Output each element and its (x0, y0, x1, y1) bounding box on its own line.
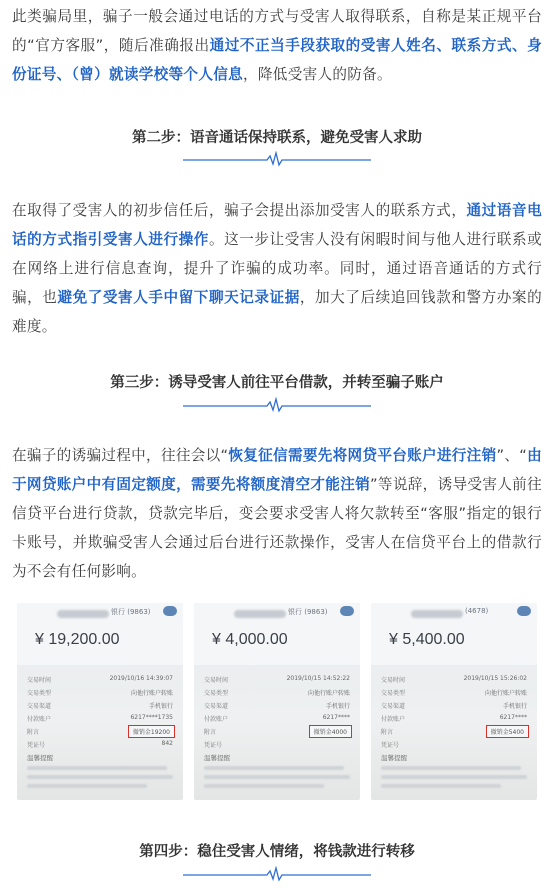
transfer-receipt (371, 603, 537, 800)
highlighted-note: 撤销金19200 (128, 725, 175, 738)
receipt-row: 交易时间 2019/10/15 14:52:22 (204, 675, 350, 684)
highlighted-note: 撤销金4000 (309, 725, 352, 738)
chat-bubble-icon (340, 606, 354, 616)
highlight-text: 通过语音电话的方式指引受害人进行操作 (12, 202, 542, 248)
receipt-row: 附言 (381, 729, 394, 736)
text: 。这一步让受害人没有闲暇时间与他人进行联系或在网络上进行信息查询，提升了诈骗的成功率。同时，通过语音通话的方式行骗，也 (12, 231, 542, 306)
tips-title: 温馨提醒 (204, 754, 230, 762)
receipt-row: 交易时间 2019/10/15 15:26:02 (381, 675, 527, 684)
heartbeat-divider-icon (183, 397, 371, 413)
receipt-row: 凭证号 (381, 742, 400, 749)
transfer-receipts-photo (17, 603, 537, 800)
chat-bubble-icon (163, 606, 177, 616)
receipt-row: 交易类型 向他行账户转账 (381, 690, 527, 697)
highlight-text: 避免了受害人手中留下聊天记录证据 (57, 289, 300, 306)
text: ”、“ (496, 447, 528, 464)
bank-account: 银行 (9863) (111, 608, 151, 616)
paragraph-intro (12, 2, 542, 89)
highlighted-note: 撤销金5400 (486, 725, 529, 738)
text: ，降低受害人的防备。 (243, 66, 392, 83)
text: 在骗子的诱骗过程中，往往会以“ (12, 447, 229, 464)
text: 在取得了受害人的初步信任后，骗子会提出添加受害人的联系方式， (12, 202, 467, 219)
transfer-receipt (194, 603, 360, 800)
receipt-row: 付款账户 6217**** (204, 714, 350, 723)
receipt-row: 交易渠道 手机银行 (381, 703, 527, 710)
receipt-row: 交易类型 向他行账户转账 (204, 690, 350, 697)
receipt-row: 附言 (204, 729, 217, 736)
receipt-row: 付款账户 6217****1735 (27, 714, 173, 723)
highlight-text: 恢复征信需要先将网贷平台账户进行注销 (228, 447, 497, 464)
paragraph-step3 (12, 441, 542, 586)
step4-heading: 第四步：稳住受害人情绪，将钱款进行转移 (139, 844, 415, 860)
transfer-receipt (17, 603, 183, 800)
receipt-row: 交易时间 2019/10/16 14:39:07 (27, 675, 173, 684)
receipt-row: 交易类型 向他行账户转账 (27, 690, 173, 697)
step3-heading: 第三步：诱导受害人前往平台借款，并转至骗子账户 (110, 375, 444, 391)
text: ”等说辞，诱导受害人前往信贷平台进行贷款，贷款完毕后，变会要求受害人将欠款转至“客服”指定的银行卡账号，并欺骗受害人会通过后台进行还款操作，受害人在信贷平台上的借款行为不会有任何影响。 (12, 476, 542, 580)
receipt-row: 交易渠道 手机银行 (27, 703, 173, 710)
receipt-row: 凭证号 842 (27, 740, 173, 749)
bank-account: 银行 (9863) (288, 608, 328, 616)
highlight-text: 通过不正当手段获取的受害人姓名、联系方式、身份证号、（曾）就读学校等个人信息 (12, 37, 542, 83)
receipt-row: 付款账户 6217**** (381, 714, 527, 723)
transfer-amount: ¥ 4,000.00 (212, 631, 288, 648)
highlight-text: 由于网贷账户中有固定额度，需要先将额度清空才能注销 (12, 447, 542, 493)
heartbeat-divider-icon (183, 866, 371, 882)
transfer-amount: ¥ 19,200.00 (35, 631, 120, 648)
receipt-row: 凭证号 (204, 742, 223, 749)
bank-account: (4678) (465, 607, 489, 615)
heartbeat-divider-icon (183, 151, 371, 167)
step2-heading: 第二步：语音通话保持联系，避免受害人求助 (132, 130, 422, 146)
chat-bubble-icon (517, 606, 531, 616)
tips-title: 温馨提醒 (381, 754, 407, 762)
receipt-row: 交易渠道 手机银行 (204, 703, 350, 710)
transfer-amount: ¥ 5,400.00 (389, 631, 465, 648)
receipt-row: 附言 (27, 729, 40, 736)
text: 此类骗局里，骗子一般会通过电话的方式与受害人取得联系，自称是某正规平台的“官方客服”，随后准确报出 (12, 8, 542, 54)
text: ，加大了后续追回钱款和警方办案的难度。 (12, 289, 542, 335)
tips-title: 温馨提醒 (27, 754, 53, 762)
paragraph-step2 (12, 196, 542, 341)
